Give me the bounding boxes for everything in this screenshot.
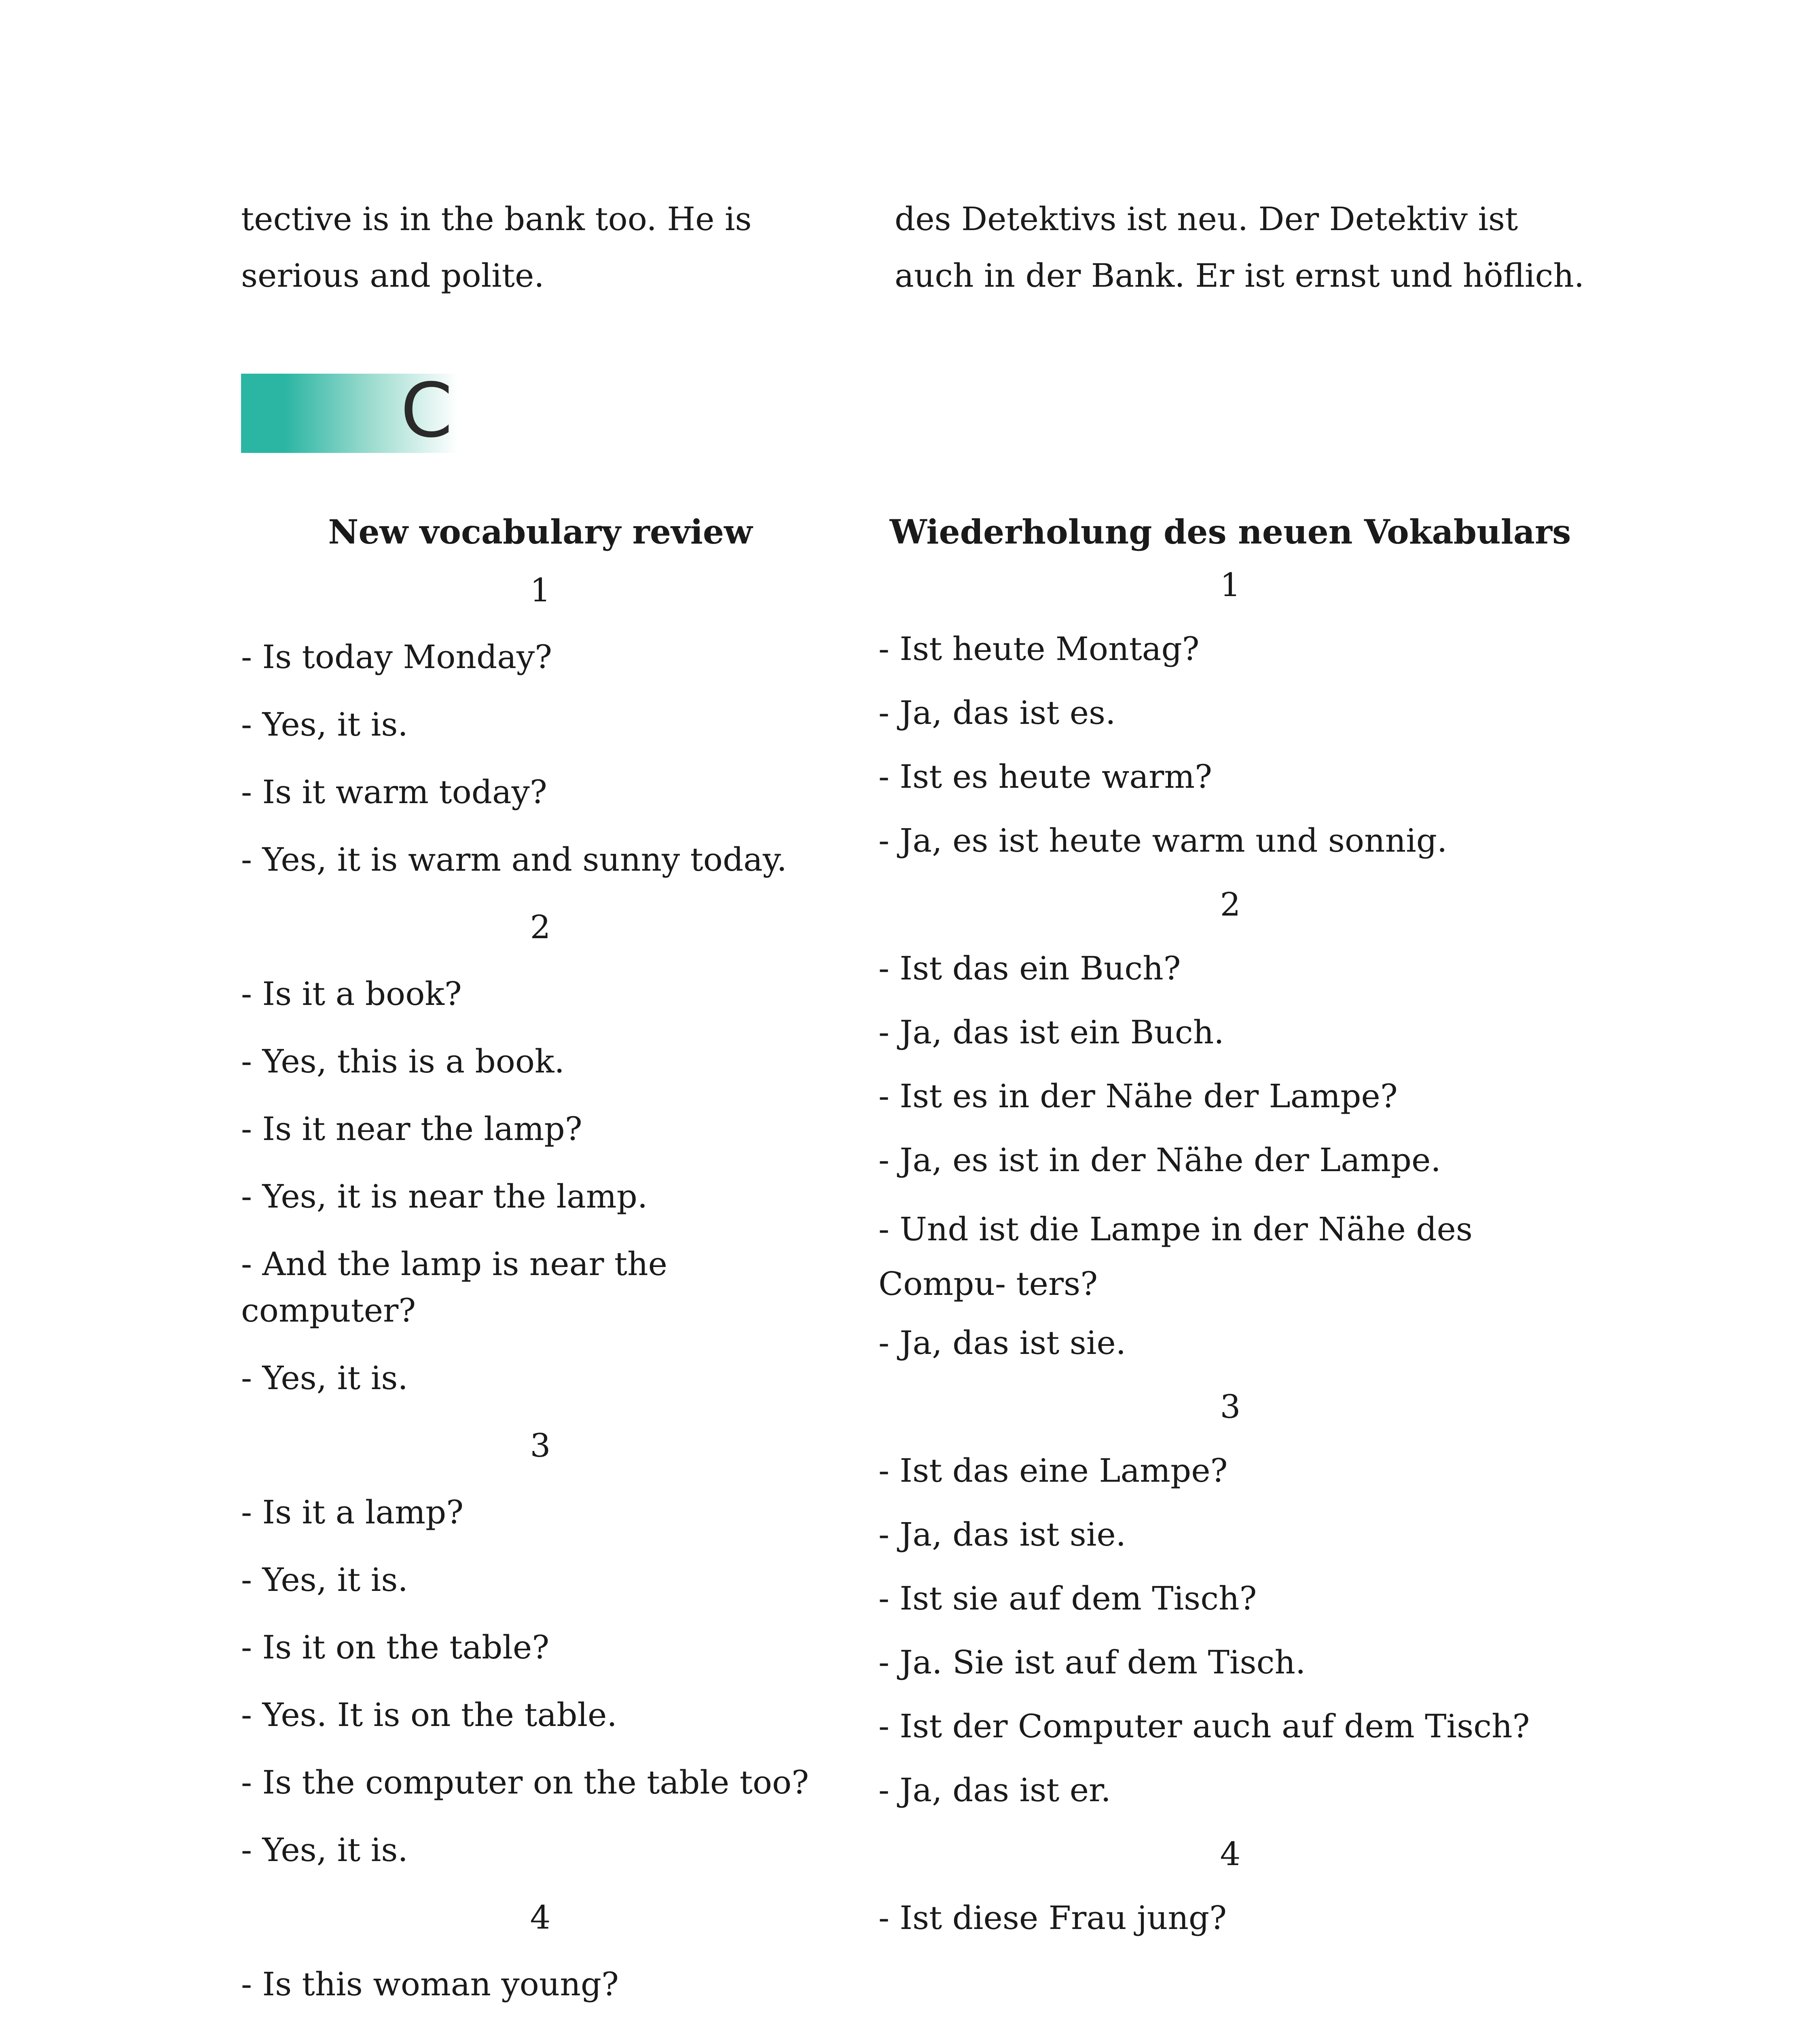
english-heading: New vocabulary review	[328, 513, 753, 552]
german-dialog-line: - Und ist die Lampe in der Nähe des Compu- ters?	[878, 1210, 1473, 1303]
english-dialog-line: - Yes, it is near the lamp.	[241, 1178, 648, 1215]
german-dialog-line: - Ist der Computer auch auf dem Tisch?	[878, 1707, 1530, 1745]
english-dialog-line: - Is it a lamp?	[241, 1493, 464, 1531]
german-dialog-line: - Ja, es ist heute warm und sonnig.	[878, 822, 1448, 859]
german-heading: Wiederholung des neuen Vokabulars	[889, 513, 1571, 552]
german-dialog-line: - Ist diese Frau jung?	[878, 1899, 1227, 1937]
english-dialog-line: - Is today Monday?	[241, 638, 552, 676]
english-dialog-line: - And the lamp is near the computer?	[241, 1245, 667, 1329]
german-dialog-line: - Ja. Sie ist auf dem Tisch.	[878, 1643, 1306, 1681]
german-dialog-line: - Ist das eine Lampe?	[878, 1452, 1228, 1489]
german-dialog-line: - Ist heute Montag?	[878, 630, 1200, 668]
german-dialog-line: - Ja, es ist in der Nähe der Lampe.	[878, 1141, 1441, 1179]
english-dialog-line: - Is it a book?	[241, 975, 462, 1013]
german-dialog-line: - Ja, das ist es.	[878, 694, 1116, 732]
german-dialog-line: - Ist sie auf dem Tisch?	[878, 1580, 1257, 1617]
english-dialog-line: - Is it near the lamp?	[241, 1110, 582, 1148]
english-dialog-line: - Is the computer on the table too?	[241, 1764, 809, 1801]
german-column	[878, 508, 1582, 1960]
english-dialog-line: - Yes, it is warm and sunny today.	[241, 841, 787, 878]
english-dialog-line: - Yes, this is a book.	[241, 1043, 565, 1080]
german-dialog-number: 3	[1220, 1388, 1241, 1426]
german-dialog-line: - Ist es in der Nähe der Lampe?	[878, 1077, 1398, 1115]
german-dialog-number: 2	[1220, 886, 1241, 923]
german-dialog-number: 4	[1220, 1835, 1241, 1873]
english-dialog-line: - Yes, it is.	[241, 1561, 408, 1599]
english-dialog-line: - Is it warm today?	[241, 773, 547, 811]
english-dialog-number: 3	[530, 1427, 551, 1464]
english-dialog-line: - Yes, it is.	[241, 1831, 408, 1869]
english-dialog-line: - Is it on the table?	[241, 1629, 550, 1666]
german-dialog-line: - Ist das ein Buch?	[878, 950, 1181, 987]
english-dialog-line: - Is this woman young?	[241, 1965, 619, 2003]
german-dialog-line: - Ja, das ist ein Buch.	[878, 1013, 1224, 1051]
english-dialog-number: 1	[530, 571, 551, 609]
intro-english-text: tective is in the bank too. He is serious and polite.	[241, 200, 752, 294]
english-dialog-line: - Yes, it is.	[241, 706, 408, 743]
section-letter: C	[400, 367, 453, 454]
german-dialog-number: 1	[1220, 566, 1241, 604]
english-dialog-number: 2	[530, 908, 551, 946]
german-dialog-line: - Ja, das ist er.	[878, 1771, 1111, 1809]
english-dialog-line: - Yes, it is.	[241, 1359, 408, 1397]
german-dialog-line: - Ist es heute warm?	[878, 758, 1212, 795]
english-dialog-line: - Yes. It is on the table.	[241, 1696, 617, 1734]
intro-german-text: des Detektivs ist neu. Der Detektiv ist auch in der Bank. Er ist ernst und höflich.	[895, 200, 1585, 294]
german-dialog-line: - Ja, das ist sie.	[878, 1324, 1126, 1362]
english-dialog-number: 4	[530, 1899, 551, 1936]
english-column	[241, 508, 840, 2022]
german-dialog-line: - Ja, das ist sie.	[878, 1516, 1126, 1553]
